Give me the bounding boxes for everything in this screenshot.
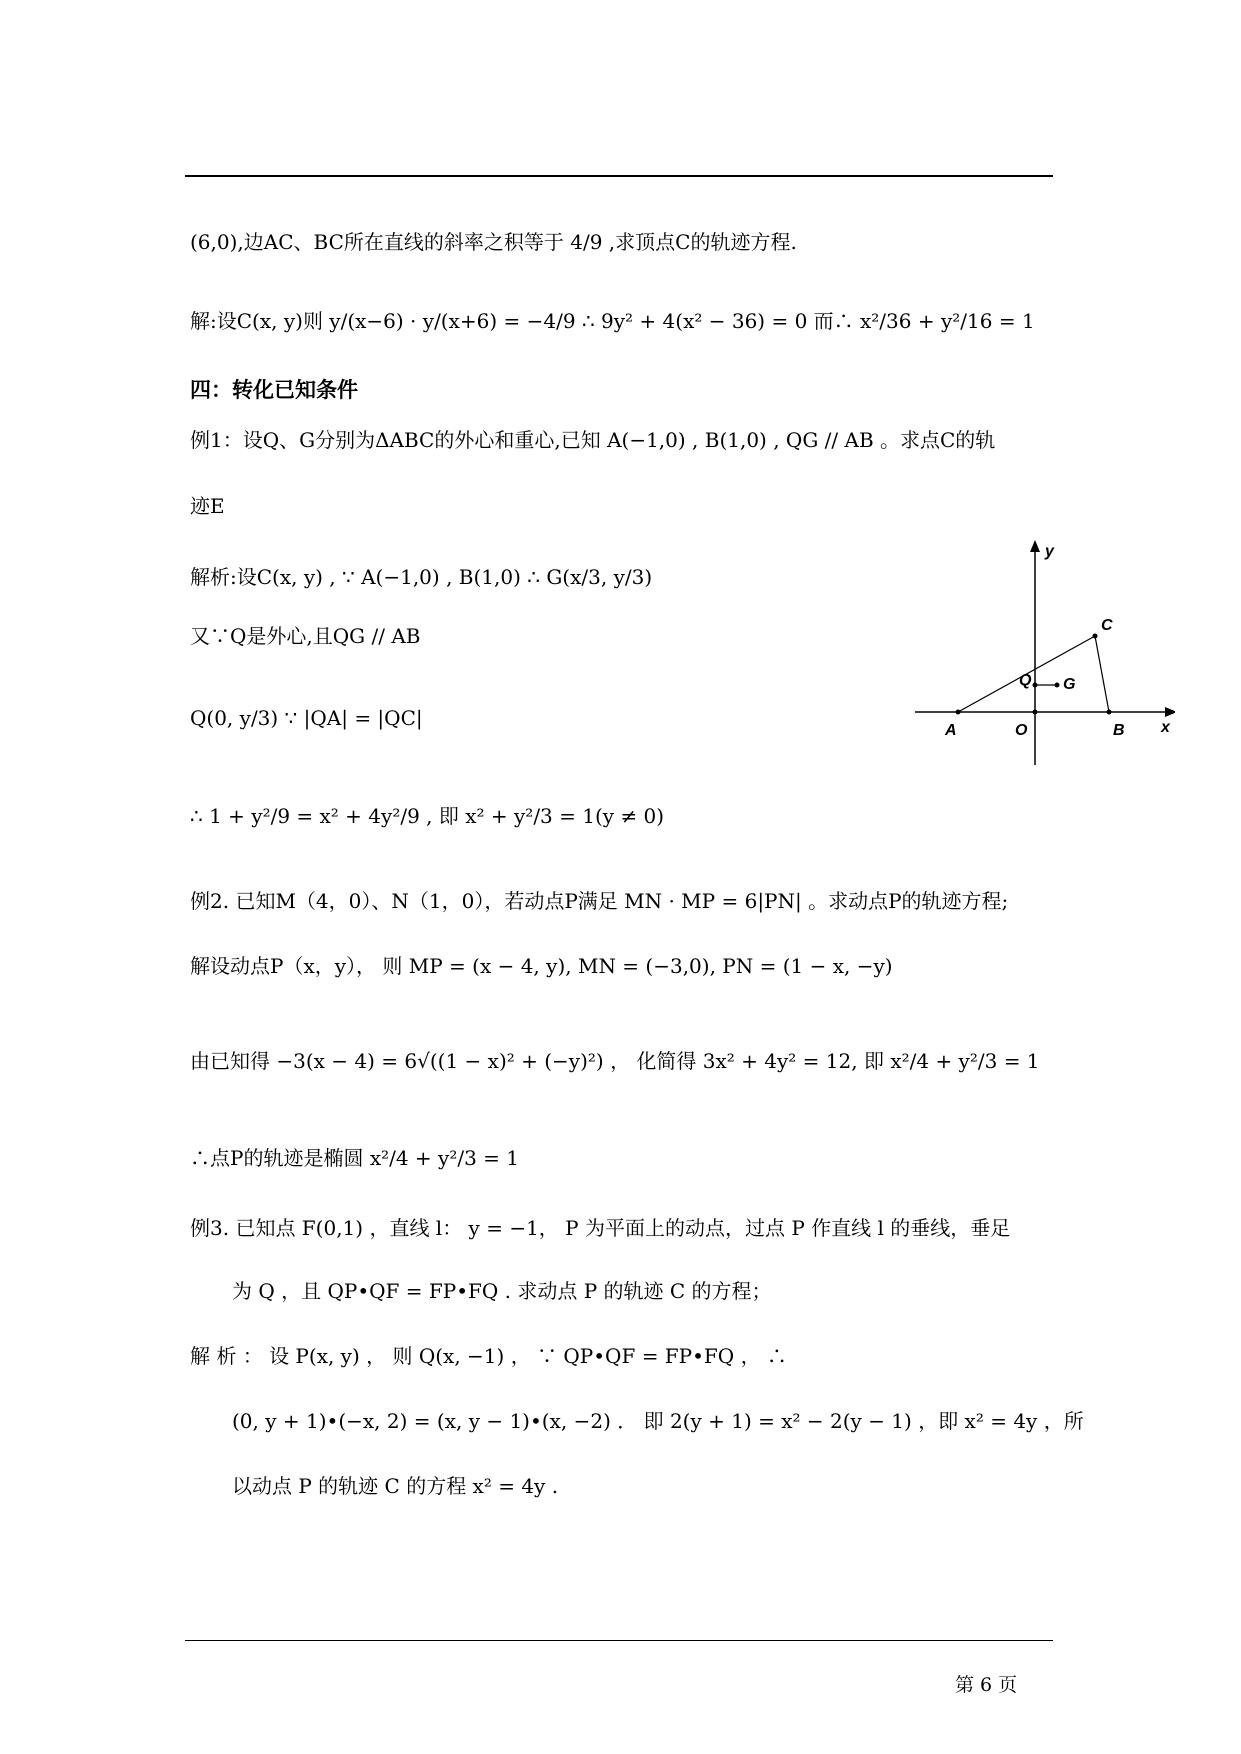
label-O: O [1015,722,1028,739]
solution-1-line-4: ∴ 1 + y²/9 = x² + 4y²/9 , 即 x² + y²/3 = 1(y ≠ 0) [190,804,665,828]
solution-3-line-3: 以动点 P 的轨迹 C 的方程 x² = 4y . [232,1474,559,1498]
solution-1-line-1: 解析:设C(x, y) , ∵ A(−1,0) , B(1,0) ∴ G(x/3, y/3) [190,565,653,589]
section-heading: 四：转化已知条件 [190,378,358,402]
text-line-2: 解:设C(x, y)则 y/(x−6) · y/(x+6) = −4/9 ∴ 9y² + 4(x² − 36) = 0 而∴ x²/36 + y²/16 = 1 [190,309,1035,333]
solution-2-line-1: 解设动点P（x，y）， 则 MP = (x − 4, y), MN = (−3,0), PN = (1 − x, −y) [190,954,893,978]
example-1-line-2: 迹E [190,494,225,518]
label-C: C [1101,617,1113,634]
example-1-line-1: 例1：设Q、G分别为ΔABC的外心和重心,已知 A(−1,0) , B(1,0) , QG // AB 。求点C的轨 [190,428,996,452]
page-number: 第 6 页 [955,1674,1018,1696]
point-C [1093,634,1098,639]
footer-rule [185,1640,1053,1641]
text-line-1: (6,0),边AC、BC所在直线的斜率之积等于 4/9 ,求顶点C的轨迹方程. [190,230,797,254]
point-G [1055,683,1060,688]
example-3-line-2: 为 Q ，且 QP•QF = FP•FQ . 求动点 P 的轨迹 C 的方程； [232,1279,772,1303]
label-x-axis: x [1161,719,1170,736]
coordinate-figure [915,540,1175,770]
solution-3-line-2: (0, y + 1)•(−x, 2) = (x, y − 1)•(x, −2) ． 即 2(y + 1) = x² − 2(y − 1) ，即 x² = 4y ，所 [232,1409,1084,1433]
solution-2-line-2: 由已知得 −3(x − 4) = 6√((1 − x)² + (−y)²) ， 化简得 3x² + 4y² = 12, 即 x²/4 + y²/3 = 1 [190,1049,1040,1073]
point-B [1107,710,1112,715]
point-O [1033,710,1038,715]
example-3-line-1: 例3. 已知点 F(0,1) ，直线 l： y = −1， P 为平面上的动点，过点 P 作直线 l 的垂线，垂足 [190,1216,1011,1240]
label-y-axis: y [1045,543,1054,560]
point-A [956,710,961,715]
solution-3-line-1: 解 析 ： 设 P(x, y) ， 则 Q(x, −1) ， ∵ QP•QF = FP•FQ ， ∴ [190,1344,787,1368]
label-B: B [1113,722,1125,739]
y-axis-arrow-icon [1030,540,1040,552]
segment-CB [1095,636,1109,712]
solution-2-line-3: ∴点P的轨迹是椭圆 x²/4 + y²/3 = 1 [190,1146,520,1170]
label-Q: Q [1019,672,1032,689]
example-2-line-1: 例2. 已知M（4，0）、N（1，0），若动点P满足 MN · MP = 6|PN| 。求动点P的轨迹方程; [190,889,1009,913]
label-G: G [1063,676,1076,693]
x-axis-arrow-icon [1165,707,1175,717]
label-A: A [945,722,957,739]
solution-1-line-3: Q(0, y/3) ∵ |QA| = |QC| [190,706,423,730]
header-rule [185,175,1053,177]
point-Q [1033,683,1038,688]
solution-1-line-2: 又∵Q是外心,且QG // AB [190,624,421,648]
